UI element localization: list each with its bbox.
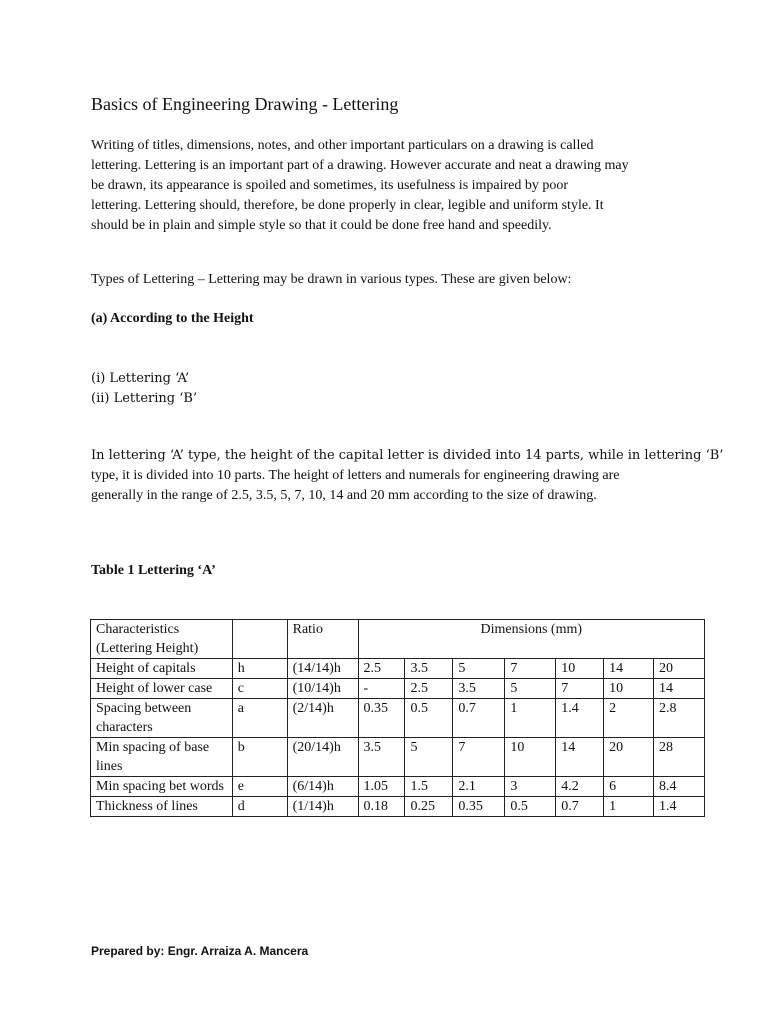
- table-header-row: [91, 620, 705, 659]
- row-value: 3.5: [453, 679, 505, 699]
- row-value: 5: [453, 659, 505, 679]
- row-value: -: [358, 679, 405, 699]
- list-item: (i) Lettering ‘A’: [91, 371, 190, 386]
- row-ratio: (14/14)h: [287, 659, 358, 679]
- intro-paragraph: [91, 136, 681, 236]
- header-dimensions: Dimensions (mm): [358, 620, 704, 659]
- table-row: [91, 679, 705, 699]
- row-value: 10: [505, 738, 556, 777]
- intro-line: lettering. Lettering is an important part of a drawing. However accurate and neat a drawing may: [91, 158, 629, 173]
- intro-line: should be in plain and simple style so that it could be done free hand and speedily.: [91, 218, 552, 233]
- row-value: 10: [556, 659, 604, 679]
- row-value: 0.18: [358, 797, 405, 817]
- row-value: 1.4: [556, 699, 604, 738]
- paragraph-line: generally in the range of 2.5, 3.5, 5, 7, 10, 14 and 20 mm according to the size of drawing.: [91, 488, 597, 503]
- lettering-type-list: [91, 369, 197, 409]
- row-symbol: d: [232, 797, 287, 817]
- row-value: 1: [604, 797, 654, 817]
- row-value: 4.2: [556, 777, 604, 797]
- paragraph-line: In lettering ‘A’ type, the height of the capital letter is divided into 14 parts, while in lettering ‘B’: [91, 448, 724, 463]
- row-value: 0.5: [405, 699, 453, 738]
- row-value: 2.1: [453, 777, 505, 797]
- table-row: [91, 699, 705, 738]
- paragraph-line: type, it is divided into 10 parts. The height of letters and numerals for engineering drawing are: [91, 468, 620, 483]
- row-symbol: h: [232, 659, 287, 679]
- list-item: (ii) Lettering ‘B’: [91, 391, 198, 406]
- lettering-type-paragraph: [91, 446, 724, 506]
- header-ratio: Ratio: [287, 620, 358, 659]
- row-label: Spacing between characters: [91, 699, 233, 738]
- row-label: Min spacing of base lines: [91, 738, 233, 777]
- row-value: 2.5: [405, 679, 453, 699]
- header-characteristics: Characteristics (Lettering Height): [91, 620, 233, 659]
- row-label: Thickness of lines: [91, 797, 233, 817]
- row-symbol: c: [232, 679, 287, 699]
- lettering-table: [90, 619, 705, 817]
- row-value: 7: [556, 679, 604, 699]
- row-value: 1.05: [358, 777, 405, 797]
- table-row: [91, 659, 705, 679]
- row-value: 2.8: [654, 699, 705, 738]
- row-value: 20: [604, 738, 654, 777]
- row-value: 3.5: [405, 659, 453, 679]
- row-symbol: a: [232, 699, 287, 738]
- row-value: 0.7: [453, 699, 505, 738]
- row-value: 3.5: [358, 738, 405, 777]
- row-value: 2.5: [358, 659, 405, 679]
- row-value: 1: [505, 699, 556, 738]
- intro-line: lettering. Lettering should, therefore, be done properly in clear, legible and uniform style. It: [91, 198, 604, 213]
- row-value: 0.25: [405, 797, 453, 817]
- row-value: 0.35: [453, 797, 505, 817]
- row-value: 0.35: [358, 699, 405, 738]
- table-caption: Table 1 Lettering ‘A’: [91, 563, 216, 578]
- row-value: 7: [505, 659, 556, 679]
- row-ratio: (2/14)h: [287, 699, 358, 738]
- row-ratio: (10/14)h: [287, 679, 358, 699]
- intro-line: be drawn, its appearance is spoiled and sometimes, its usefulness is impaired by poor: [91, 178, 569, 193]
- row-ratio: (20/14)h: [287, 738, 358, 777]
- row-value: 14: [654, 679, 705, 699]
- section-heading: (a) According to the Height: [91, 311, 254, 326]
- row-label: Height of lower case: [91, 679, 233, 699]
- prepared-by-footer: Prepared by: Engr. Arraiza A. Mancera: [91, 944, 309, 958]
- row-value: 3: [505, 777, 556, 797]
- row-value: 14: [556, 738, 604, 777]
- row-ratio: (6/14)h: [287, 777, 358, 797]
- row-value: 10: [604, 679, 654, 699]
- row-value: 28: [654, 738, 705, 777]
- row-value: 7: [453, 738, 505, 777]
- types-of-lettering-line: Types of Lettering – Lettering may be drawn in various types. These are given below:: [91, 272, 572, 287]
- header-symbol: [232, 620, 287, 659]
- row-value: 5: [505, 679, 556, 699]
- intro-line: Writing of titles, dimensions, notes, and other important particulars on a drawing is called: [91, 138, 594, 153]
- row-value: 14: [604, 659, 654, 679]
- row-value: 5: [405, 738, 453, 777]
- table-row: [91, 738, 705, 777]
- row-value: 1.5: [405, 777, 453, 797]
- table-row: [91, 777, 705, 797]
- row-symbol: b: [232, 738, 287, 777]
- row-value: 20: [654, 659, 705, 679]
- page-title: Basics of Engineering Drawing - Lettering: [91, 94, 399, 114]
- row-label: Min spacing bet words: [91, 777, 233, 797]
- row-value: 8.4: [654, 777, 705, 797]
- row-value: 6: [604, 777, 654, 797]
- row-symbol: e: [232, 777, 287, 797]
- row-label: Height of capitals: [91, 659, 233, 679]
- row-ratio: (1/14)h: [287, 797, 358, 817]
- table-row: [91, 797, 705, 817]
- row-value: 0.7: [556, 797, 604, 817]
- row-value: 1.4: [654, 797, 705, 817]
- row-value: 0.5: [505, 797, 556, 817]
- row-value: 2: [604, 699, 654, 738]
